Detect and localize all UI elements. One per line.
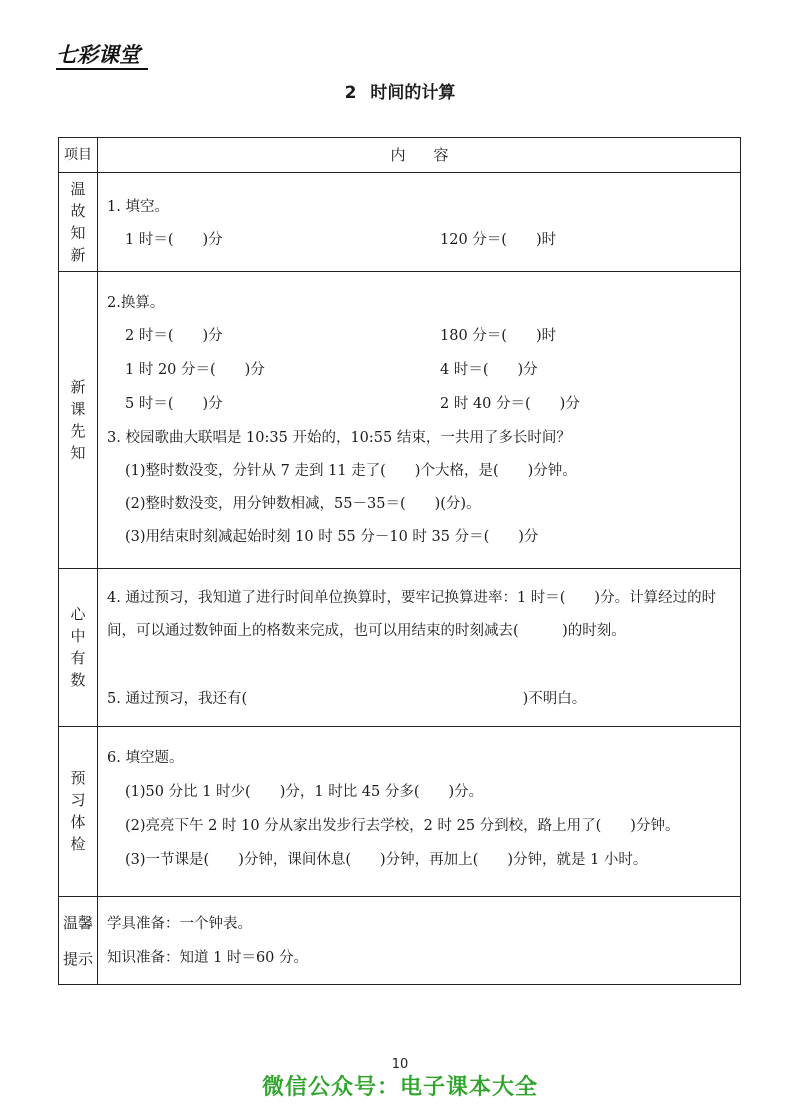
- question-text: 3. 校园歌曲大联唱是 10:35 开始的，10:55 结束，一共用了多长时间？: [107, 430, 571, 446]
- sub-question: (3)用结束时刻减起始时刻 10 时 55 分－10 时 35 分＝( )分: [125, 529, 539, 545]
- sub-question: (1)整时数没变，分针从 7 走到 11 走了( )个大格，是( )分钟。: [125, 463, 577, 479]
- section-label-yuxi: 预习体检: [70, 769, 86, 853]
- sub-question: (3)一节课是( )分钟，课间休息( )分钟，再加上( )分钟，就是 1 小时。: [125, 852, 648, 868]
- sub-question: (2)亮亮下午 2 时 10 分从家出发步行去学校，2 时 25 分到校，路上用了( )分钟。: [125, 818, 680, 834]
- page-number: 10: [391, 1057, 409, 1072]
- section-label-wengu: 温故知新: [70, 179, 86, 264]
- title-number: 2: [344, 83, 357, 103]
- question-text: 4. 通过预习，我知道了进行时间单位换算时，要牢记换算进率：1 时＝( )分。计算经过的时间，可以通过数钟面上的格数来完成，也可以用结束的时刻减去( )的时刻。: [107, 590, 717, 639]
- section-yuxi: [107, 726, 732, 896]
- fill-blank: 4 时＝( )分: [440, 362, 538, 378]
- fill-blank: 2 时 40 分＝( )分: [440, 396, 580, 412]
- section-label-xinzhong: 心中有数: [70, 605, 86, 689]
- logo: [56, 44, 152, 72]
- column-divider: [97, 138, 98, 984]
- fill-blank: 180 分＝( )时: [440, 328, 557, 344]
- logo-text: 七彩课堂: [56, 43, 140, 67]
- section-wengu: [107, 172, 732, 271]
- fill-blank: 120 分＝( )时: [440, 232, 557, 248]
- sub-question: (1)50 分比 1 时少( )分，1 时比 45 分多( )分。: [125, 784, 484, 800]
- section-xinzhong: [107, 568, 732, 726]
- question-text: 6. 填空题。: [107, 750, 184, 766]
- section-tips: [107, 896, 732, 986]
- watermark-ad: 微信公众号：电子课本大全: [261, 1075, 538, 1100]
- fill-blank: 1 时＝( )分: [125, 232, 223, 248]
- logo-underline: [56, 68, 148, 70]
- header-content: 内容: [390, 146, 477, 164]
- header-item: 项目: [64, 147, 92, 163]
- tip-text: 知识准备：知道 1 时＝60 分。: [107, 950, 309, 966]
- question-text: 2.换算。: [107, 295, 165, 311]
- section-label-tips: 温馨提示: [62, 914, 93, 968]
- fill-blank: 2 时＝( )分: [125, 328, 223, 344]
- fill-blank: 1 时 20 分＝( )分: [125, 362, 265, 378]
- fill-blank: 5 时＝( )分: [125, 396, 223, 412]
- content-table: [58, 137, 741, 985]
- title-text: 时间的计算: [370, 83, 456, 103]
- tip-text: 学具准备：一个钟表。: [107, 916, 252, 932]
- question-text: 5. 通过预习，我还有( )不明白。: [107, 691, 587, 707]
- question-text: 1. 填空。: [107, 199, 169, 215]
- section-label-xinke: 新课先知: [70, 377, 86, 462]
- section-xinke: [107, 271, 732, 568]
- page-title: [0, 78, 800, 103]
- sub-question: (2)整时数没变，用分钟数相减，55－35＝( )(分)。: [125, 496, 481, 512]
